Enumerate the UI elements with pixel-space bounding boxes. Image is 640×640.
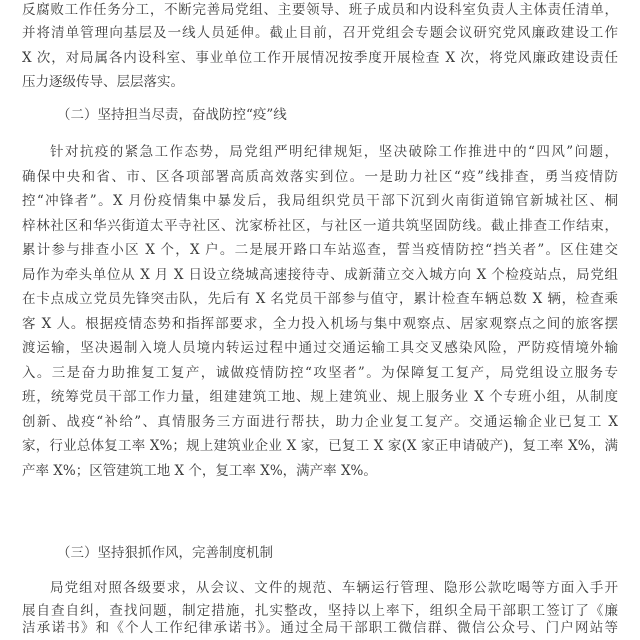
section-heading-3: （三）坚持狠抓作风，完善制度机制 — [57, 545, 273, 561]
paragraph-line: 展自查自纠，查找问题，制定措施，扎实整改，坚持以上率下，组织全局干部职工签订了《廉 — [22, 603, 618, 619]
paragraph-line: 确保中央和省、市、区各项部署高质高效落实到位。一是助力社区“疫”线排查，勇当疫情防 — [22, 168, 618, 185]
paragraph-line: 客 X 人。根据疫情态势和指挥部要求，全力投入机场与集中观察点、居家观察点之间的旅客摆 — [22, 315, 618, 332]
paragraph-line: 洁承诺书》和《个人工作纪律承诺书》。通过全局干部职工微信群、微信公众号、门户网站等 — [22, 620, 618, 636]
paragraph-line: 控“冲锋者”。X 月份疫情集中暴发后，我局组织党员干部下沉到火南街道锦官新城社区、桐 — [22, 193, 618, 209]
paragraph-line: 针对抗疫的紧急工作态势，局党组严明纪律规矩，坚决破除工作推进中的“四风”问题， — [50, 144, 618, 160]
paragraph-line: 入。三是奋力助推复工复产，诚做疫情防控“攻坚者”。为保障复工复产，局党组设立服务专 — [22, 364, 618, 381]
paragraph-line: X 次，对局属各内设科室、事业单位工作开展情况按季度开展检查 X 次，将党风廉政建设责任 — [22, 50, 618, 66]
paragraph-line: 在卡点成立党员先锋突击队，先后有 X 名党员干部参与值守，累计检查车辆总数 X 辆，检查乘 — [22, 291, 618, 307]
paragraph-line: 局作为牵头单位从 X 月 X 日设立绕城高速接待寺、成新蒲立交入城方向 X 个检疫站点，局党组 — [22, 266, 618, 283]
paragraph-line: 并将清单管理向基层及一线人员延伸。截止目前，召开党组会专题会议研究党风廉政建设工作 — [22, 25, 618, 41]
paragraph-line: 压力逐级传导、层层落实。 — [22, 74, 184, 90]
paragraph-line: 产率 X%；区管建筑工地 X 个，复工率 X%，满产率 X%。 — [22, 462, 377, 479]
section-heading-2: （二）坚持担当尽责，奋战防控“疫”线 — [57, 107, 287, 123]
paragraph-line: 反腐败工作任务分工，不断完善局党组、主要领导、班子成员和内设科室负责人主体责任清单， — [22, 2, 618, 18]
paragraph-line: 创新、战疫“补给”、真情服务三方面进行帮扶，助力企业复工复产。交通运输企业已复工 X — [22, 413, 618, 430]
paragraph-line: 班，统筹党员干部工作力量，组建建筑工地、规上建筑业、规上服务业 X 个专班小组，从制度 — [22, 389, 618, 405]
paragraph-line: 渡运输，坚决遏制入境人员境内转运过程中通过交通运输工具交叉感染风险，严防疫情境外输 — [22, 340, 618, 356]
paragraph-line: 局党组对照各级要求，从会议、文件的规范、车辆运行管理、隐形公款吃喝等方面入手开 — [50, 580, 618, 596]
paragraph-line: 累计参与排查小区 X 个，X 户。二是展开路口车站巡查，誓当疫情防控“挡关者”。区住建交 — [22, 242, 618, 258]
paragraph-line: 家，行业总体复工率 X%；规上建筑业企业 X 家，已复工 X 家(X 家正申请破产)，复工率 X%，满 — [22, 438, 618, 454]
paragraph-line: 梓林社区和华兴街道太平寺社区、沈家桥社区，与社区一道共筑坚固防线。截止排查工作结束， — [22, 217, 618, 234]
